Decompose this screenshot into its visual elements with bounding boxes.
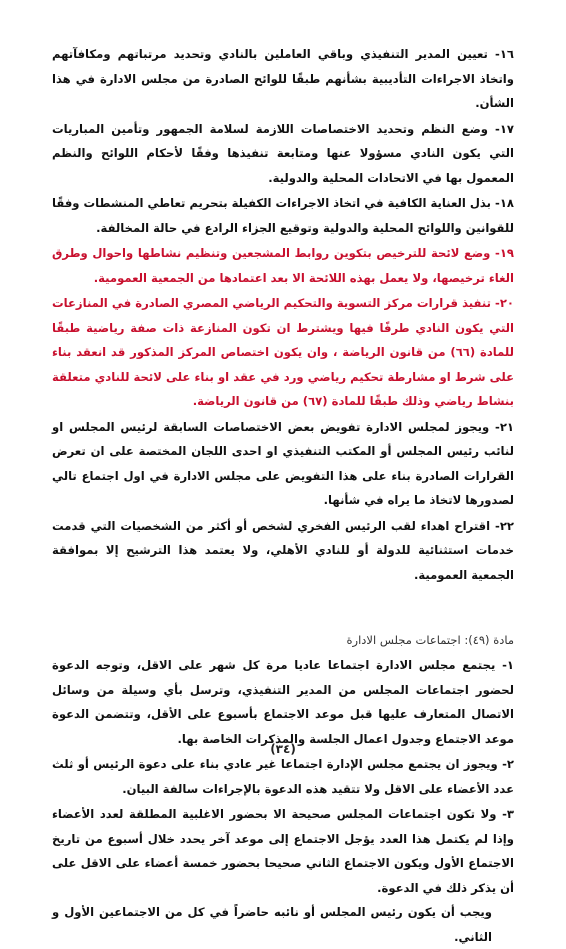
clause-text: تنفيذ قرارات مركز التسوية والتحكيم الرياضي المصري الصادرة في المنازعات التي يكون النادي طرفًا فيها ويشترط ان تكون المنازعة ذات صفة رياضية طبقًا للمادة (٦٦) من قانون الرياضة ، وان يكون اختصاص المركز المذكور قد انعقد بناء على شرط او مشارطة تحكيم رياضي ورد في عقد او بناء على لائحة للنادي متعلقة بنشاط رياضي وذلك طبقًا للمادة (٦٧) من قانون الرياضة.	[52, 296, 515, 408]
clause-number: ١٨-	[495, 196, 514, 210]
clause-number: ٢-	[502, 757, 514, 771]
clause-text: بذل العناية الكافية في اتخاذ الاجراءات الكفيلة بتحريم تعاطي المنشطات وفقًا للقوانين واللوائح المحلية والدولية وتوقيع الجزاء الرادع في حالة المخالفة.	[52, 196, 514, 235]
section-spacer	[52, 587, 514, 628]
clause-text: وضع لائحة للترخيص بتكوين روابط المشجعين وتنظيم نشاطها واحوال وطرق الغاء ترخيصها، ولا يعمل بهذه اللائحة الا بعد اعتمادها من الجمعية العمومية.	[52, 246, 514, 285]
meeting-clause-3	[52, 802, 514, 900]
clause-number: ٢٠-	[495, 296, 514, 310]
page-number: (٣٤)	[270, 742, 296, 756]
clause-22	[52, 514, 514, 588]
clause-21	[52, 415, 514, 513]
clause-number: ١٩-	[495, 246, 514, 260]
section-title: مادة (٤٩): اجتماعات مجلس الادارة	[346, 633, 514, 647]
clause-number: ١-	[502, 658, 514, 672]
clause-number: ١٦-	[495, 47, 514, 61]
meeting-clause-3-continuation: ويجب أن يكون رئيس المجلس أو نائبه حاضراً في كل من الاجتماعين الأول و الثاني.	[52, 905, 492, 944]
clause-text: ولا تكون اجتماعات المجلس صحيحة الا بحضور الاغلبية المطلقة لعدد الأعضاء وإذا لم يكتمل هذا العدد يؤجل الاجتماع إلى موعد آخر يحدد خلال أسبوع من تاريخ الاجتماع الأول ويكون الاجتماع الثاني صحيحا بحضور خمسة أعضاء على الاقل على أن يذكر ذلك في الدعوة.	[52, 807, 514, 895]
meeting-clause-1	[52, 653, 514, 751]
clause-text: ويجوز ان يجتمع مجلس الإدارة اجتماعا غير عادي بناء على دعوة الرئيس أو ثلث عدد الأعضاء على الاقل ولا تتقيد هذه الدعوة بالإجراءات سالفة البيان.	[52, 757, 514, 796]
clause-text: تعيين المدير التنفيذي وباقي العاملين بالنادي وتحديد مرتباتهم ومكافآتهم واتخاذ الاجراءات التأديبية بشأنهم طبقًا للوائح الصادرة من مجلس الادارة في هذا الشأن.	[52, 47, 514, 110]
clause-19	[52, 241, 514, 290]
clause-number: ٢١-	[495, 419, 515, 434]
clause-16	[52, 42, 514, 116]
clause-text: يجتمع مجلس الادارة اجتماعا عاديا مرة كل شهر على الاقل، وتوجه الدعوة لحضور اجتماعات المجلس من المدير التنفيذي، وترسل بأي وسيلة من وسائل الاتصال المتعارف عليها قبل موعد الاجتماع بأسبوع على الأقل، وتتضمن الدعوة موعد الاجتماع وجدول اعمال الجلسة والمذكرات الخاصة بها.	[52, 658, 514, 746]
clause-text: اقتراح اهداء لقب الرئيس الفخري لشخص أو أكثر من الشخصيات التي قدمت خدمات استثنائية للدولة أو للنادي الأهلي، ولا يعتمد هذا الترشيح إلا بموافقة الجمعية العمومية.	[52, 518, 514, 582]
clause-text: وضع النظم وتحديد الاختصاصات اللازمة لسلامة الجمهور وتأمين المباريات التي يكون النادي مسؤولا عنها ومتابعة تنفيذها وفقًا لأحكام اللوائح والنظم المعمول بها في الاتحادات المحلية والدولية.	[52, 121, 514, 185]
clause-number: ٣-	[502, 807, 514, 821]
clause-20	[52, 291, 514, 414]
clause-number: ١٧-	[495, 121, 514, 136]
clause-text: ويجوز لمجلس الادارة تفويض بعض الاختصاصات السابقة لرئيس المجلس او لنائب رئيس المجلس أو المكتب التنفيذي او احدى اللجان المختصة على ان تعرض القرارات الصادرة بناء على هذا التفويض على مجلس الادارة في اول اجتماع تالي لصدورها لاتخاذ ما يراه في شأنها.	[52, 419, 514, 507]
articles-list-bottom	[52, 653, 514, 949]
meeting-clause-2	[52, 752, 514, 801]
clause-number: ٢٢-	[495, 518, 514, 533]
clause-17	[52, 117, 514, 191]
articles-list-top	[52, 42, 514, 587]
clause-18	[52, 191, 514, 240]
